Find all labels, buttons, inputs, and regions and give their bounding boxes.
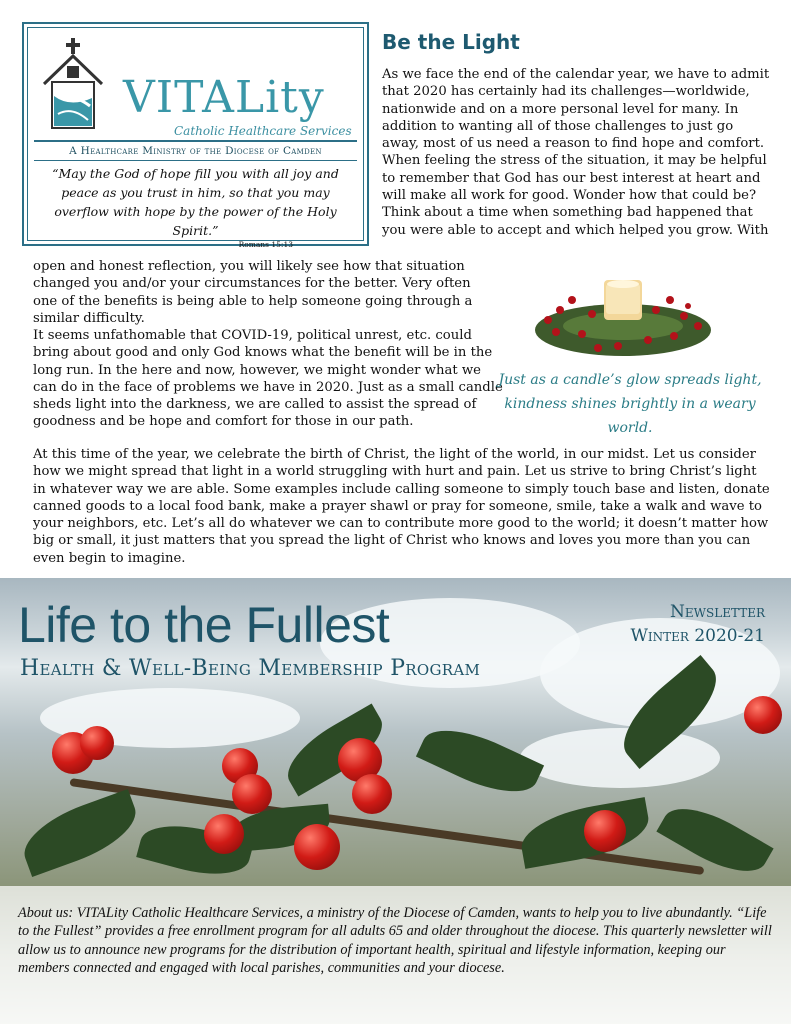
caption-line: kindness shines brightly in a weary world.	[504, 396, 756, 436]
logo-inner	[27, 27, 364, 249]
brand-name: VITALity	[123, 72, 325, 123]
brand-tagline: Catholic Healthcare Services	[174, 124, 352, 138]
article-headline: Be the Light	[382, 30, 520, 54]
article-paragraph: At this time of the year, we celebrate the birth of Christ, the light of the world, in our midst. Let us consider how we might spread that light in a world struggling with hurt and pain. Let us strive to bring Christ’s light in whatever way we are able. Some examples include calling someone to simply touch base and listen, donate canned goods to a local food bank, make a prayer shawl or pray for someone, smile, take a walk and wave to your neighbors, etc. Let’s all do whatever we can to contribute more good to the world; it doesn’t matter how big or small, it just matters that you spread the light of Christ who knows and loves you more than you can even begin to imagine.	[33, 447, 770, 566]
newsletter-subtitle: Health & Well-Being Membership Program	[20, 656, 481, 681]
image-caption	[490, 368, 770, 440]
divider	[34, 160, 357, 161]
about-us-text: About us: VITALity Catholic Healthcare Services, a ministry of the Diocese of Camden, wants to help you to live abundantly. “Life to the Fullest” provides a free enrollment program for all adults 65 and older throughout the diocese. This quarterly newsletter will allow us to announce new programs for the distribution of important health, spiritual and lifestyle information, keeping our members connected and engaged with local parishes, communities and your diocese.	[18, 905, 772, 977]
logo-box	[22, 22, 369, 249]
newsletter-title: Life to the Fullest	[18, 597, 390, 653]
issue-type: Newsletter	[670, 602, 765, 622]
article-paragraph: It seems unfathomable that COVID-19, political unrest, etc. could bring about good and only God knows what the benefit will be in the long run. In the here and now, however, we might wonder what we can do in the face of problems we have in 2020. Just as a small candle sheds light into the darkness, we are called to assist the spread of goodness and be hope and comfort for those in our path.	[33, 328, 503, 430]
issue-date: Winter 2020-21	[630, 626, 765, 646]
divider	[34, 140, 357, 142]
article-paragraph: As we face the end of the calendar year, we have to admit that 2020 has certainly had its challenges—worldwide, nationwide and on a more personal level for many. In addition to wanting all of those challenges to just go away, most of us need a reason to find hope and comfort. When feeling the stress of the situation, it may be helpful to remember that God has our best interest at heart and will make all work for good. Wonder how that could be? Think about a time when something bad happened that you were able to accept and which helped you grow. With	[382, 67, 770, 238]
ministry-line: A Healthcare Ministry of the Diocese of Camden	[69, 145, 322, 157]
caption-line: Just as a candle’s glow spreads light,	[498, 372, 762, 388]
issue-label	[630, 600, 765, 648]
church-icon	[40, 36, 110, 136]
scripture-quote: “May the God of hope fill you with all joy and peace as you trust in him, so that you may overflow with hope by the power of the Holy Spirit.”	[52, 166, 339, 238]
scripture-reference: Romans 15:13	[238, 240, 293, 249]
article-paragraph: open and honest reflection, you will likely see how that situation changed you and/or your circumstances for the better. Very often one of the benefits is being able to help someone going through a similar difficulty.	[33, 259, 473, 326]
candle-wreath-image	[528, 270, 718, 366]
